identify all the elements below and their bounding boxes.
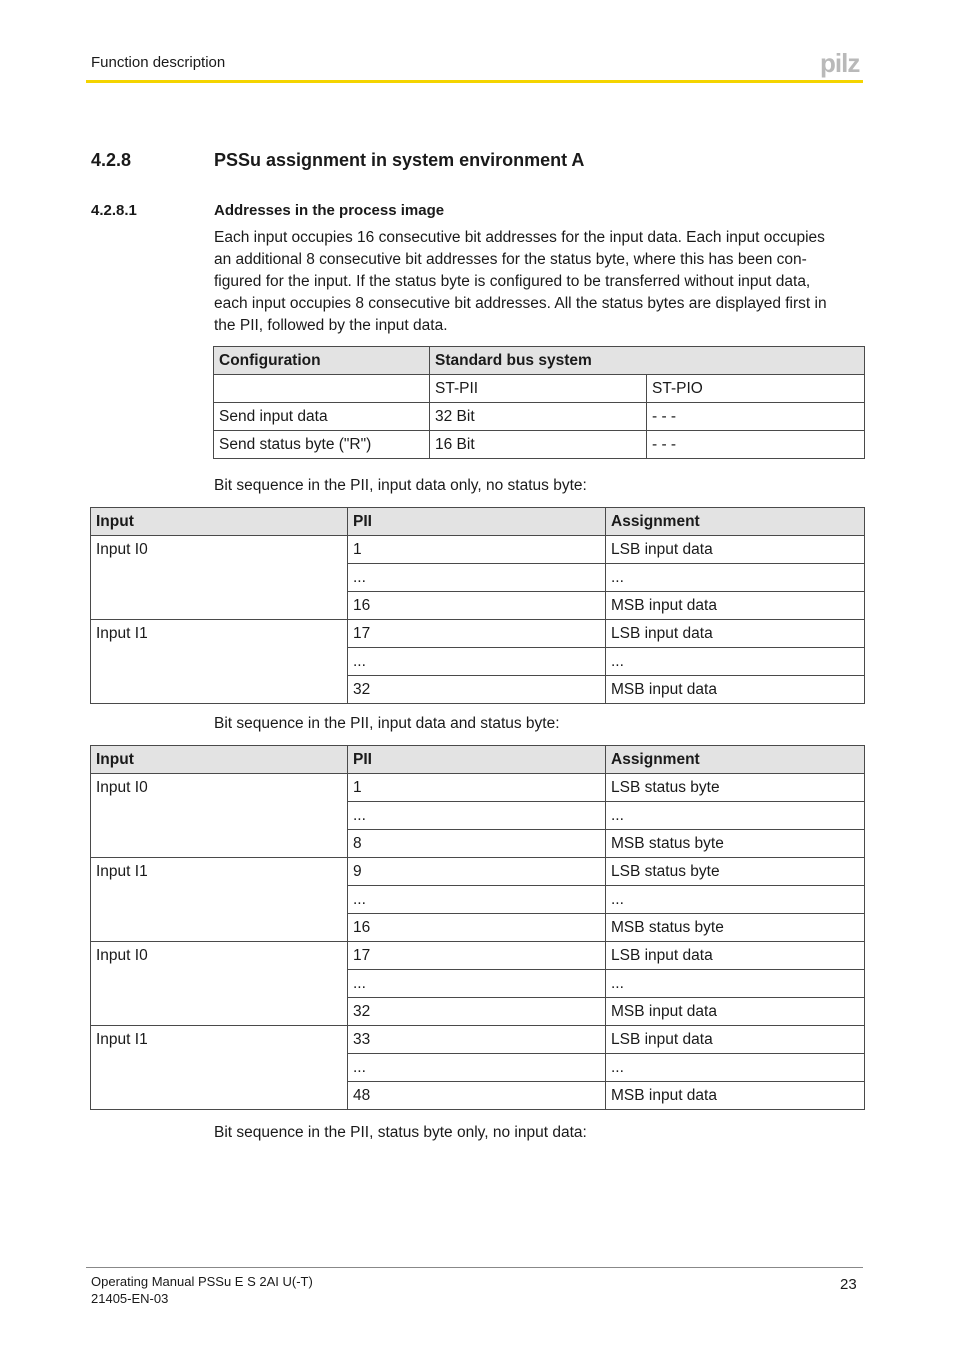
table-cell: 17 [348,620,606,648]
paragraph-line: figured for the input. If the status byte is configured to be transferred without input data, [214,273,811,290]
table-header-row [91,508,865,536]
table-cell: 33 [348,1026,606,1054]
section-title: PSSu assignment in system environment A [214,150,585,170]
table-cell: ... [348,1054,606,1082]
table-cell: ... [606,970,865,998]
bit-sequence-table-input-only [90,507,865,704]
header-rule [86,80,863,83]
table-cell: Send input data [214,403,430,431]
table-cell: MSB status byte [606,914,865,942]
table-caption: Bit sequence in the PII, input data and status byte: [214,715,560,732]
input-cell: Input I0 [91,536,348,620]
section-number: 4.2.8 [91,150,132,170]
input-cell: Input I0 [91,942,348,1026]
footer-doc-number: 21405-EN-03 [91,1291,169,1306]
table-cell: MSB input data [606,998,865,1026]
table-cell [214,375,430,403]
table-cell: ... [606,802,865,830]
table-cell: 9 [348,858,606,886]
table-row [91,1026,865,1054]
table-cell: 8 [348,830,606,858]
table-cell: ... [606,648,865,676]
table-cell: LSB input data [606,536,865,564]
column-header: Input [91,746,348,774]
table-cell: 16 Bit [430,431,647,459]
table-cell: - - - [647,431,865,459]
bit-sequence-table-input-and-status [90,745,865,1110]
table-caption: Bit sequence in the PII, status byte only, no input data: [214,1124,587,1141]
paragraph-line: the PII, followed by the input data. [214,317,448,334]
table-cell: ... [606,886,865,914]
input-cell: Input I1 [91,1026,348,1110]
table-cell: 16 [348,914,606,942]
table-cell: MSB input data [606,1082,865,1110]
table-row [91,620,865,648]
subsection-number: 4.2.8.1 [91,202,137,219]
paragraph-line: each input occupies 8 consecutive bit addresses. All the status bytes are displayed first in [214,295,827,312]
input-cell: Input I0 [91,774,348,858]
table-cell: MSB input data [606,676,865,704]
table-cell: ... [348,564,606,592]
table-cell: 17 [348,942,606,970]
table-cell: ST-PIO [647,375,865,403]
column-header: Assignment [606,746,865,774]
table-row [91,774,865,802]
table-cell: ... [348,648,606,676]
table-cell: LSB input data [606,942,865,970]
table-cell: - - - [647,403,865,431]
table-cell: 32 [348,676,606,704]
column-header: PII [348,508,606,536]
column-header: Input [91,508,348,536]
table-row [91,942,865,970]
table-cell: MSB status byte [606,830,865,858]
footer-rule [86,1267,863,1268]
column-header: Configuration [214,347,430,375]
input-cell: Input I1 [91,620,348,704]
table-cell: ... [606,1054,865,1082]
footer-manual-title: Operating Manual PSSu E S 2AI U(-T) [91,1274,313,1289]
table-cell: 32 Bit [430,403,647,431]
table-row [214,375,865,403]
pilz-logo [820,50,864,78]
table-header-row [214,347,865,375]
pilz-logo-text: pilz [820,50,860,78]
table-caption: Bit sequence in the PII, input data only, no status byte: [214,477,587,494]
table-cell: 16 [348,592,606,620]
header-section-title: Function description [91,54,226,71]
input-cell: Input I1 [91,858,348,942]
page-number: 23 [840,1276,857,1293]
paragraph-line: an additional 8 consecutive bit addresses for the status byte, where this has been con- [214,251,807,268]
table-row [214,431,865,459]
table-cell: LSB input data [606,1026,865,1054]
table-cell: LSB status byte [606,774,865,802]
column-header: PII [348,746,606,774]
table-cell: ST-PII [430,375,647,403]
table-row [91,858,865,886]
table-cell: MSB input data [606,592,865,620]
table-row [214,403,865,431]
footer-info [91,1273,313,1307]
table-cell: 32 [348,998,606,1026]
table-cell: ... [606,564,865,592]
table-cell: LSB input data [606,620,865,648]
configuration-table [213,346,865,459]
subsection-title: Addresses in the process image [214,202,445,219]
paragraph-line: Each input occupies 16 consecutive bit addresses for the input data. Each input occupies [214,229,825,246]
table-cell: Send status byte ("R") [214,431,430,459]
table-cell: 1 [348,774,606,802]
column-header: Standard bus system [430,347,865,375]
intro-paragraph [214,227,854,337]
table-cell: 48 [348,1082,606,1110]
column-header: Assignment [606,508,865,536]
table-cell: LSB status byte [606,858,865,886]
table-header-row [91,746,865,774]
table-cell: ... [348,886,606,914]
table-cell: ... [348,970,606,998]
table-cell: 1 [348,536,606,564]
table-cell: ... [348,802,606,830]
table-row [91,536,865,564]
